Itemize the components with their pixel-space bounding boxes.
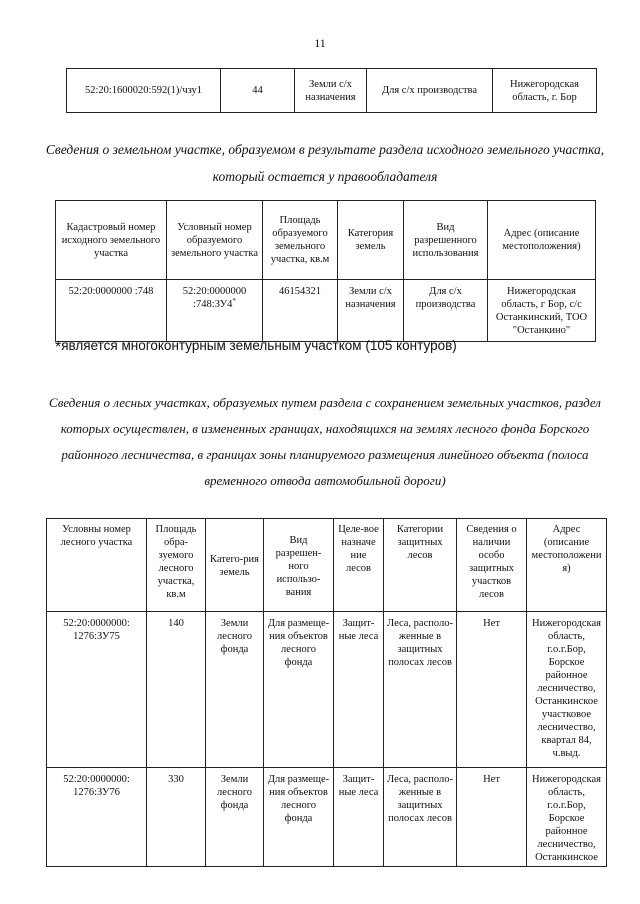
column-header: Кадастровый номер исходного земельного участка bbox=[56, 201, 167, 280]
forest-plot-address: Нижегородская область, г.о.г.Бор, Борское районное лесничество, Останкинское участковое лесничество, квартал 84, ч.выд. bbox=[527, 612, 607, 768]
table-cell: Нижегородская область, г. Бор bbox=[493, 69, 597, 113]
footnote bbox=[55, 338, 457, 357]
special-areas: Нет bbox=[457, 768, 527, 867]
table-row bbox=[56, 280, 596, 342]
forest-plot-number: 52:20:0000000: 1276:ЗУ76 bbox=[47, 768, 147, 867]
continued-table bbox=[66, 68, 597, 113]
column-header: Целе-вое назначе ние лесов bbox=[334, 519, 384, 612]
column-header: Условный номер образуемого земельного участка bbox=[167, 201, 263, 280]
column-header: Вид разрешен-ного использо-вания bbox=[264, 519, 334, 612]
forest-plot-area: 140 bbox=[147, 612, 206, 768]
permitted-use: Для размеще-ния объектов лесного фонда bbox=[264, 612, 334, 768]
page-number: 11 bbox=[314, 36, 326, 50]
forest-plots-table bbox=[46, 518, 607, 867]
forest-purpose: Защит-ные леса bbox=[334, 768, 384, 867]
plot-area: 46154321 bbox=[263, 280, 338, 342]
new-plot-number bbox=[167, 280, 263, 342]
section-heading-forest-plots: Сведения о лесных участках, образуемых путем раздела с сохранением земельных участков, раздел которых осуществлен, в измененных границах, находящихся на землях лесного фонда Борского районного лесничества, в границах зоны планируемого размещения линейного объекта (полоса временного отвода автомобильной дороги) bbox=[49, 395, 601, 488]
table-cell: Для с/х производства bbox=[367, 69, 493, 113]
protective-category: Леса, располо-женные в защитных полосах лесов bbox=[384, 612, 457, 768]
table-row bbox=[47, 612, 607, 768]
column-header: Площадь образуемого земельного участка, кв.м bbox=[263, 201, 338, 280]
column-header: Категория земель bbox=[338, 201, 404, 280]
footnote-star: * bbox=[55, 339, 62, 356]
table-header-row bbox=[47, 519, 607, 612]
permitted-use: Для с/х производства bbox=[404, 280, 488, 342]
column-header: Катего-рия земель bbox=[206, 519, 264, 612]
column-header: Адрес (описание местоположени я) bbox=[527, 519, 607, 612]
forest-plot-area: 330 bbox=[147, 768, 206, 867]
land-category: Земли лесного фонда bbox=[206, 612, 264, 768]
forest-plot-number: 52:20:0000000: 1276:ЗУ75 bbox=[47, 612, 147, 768]
column-header: Категории защитных лесов bbox=[384, 519, 457, 612]
column-header: Вид разрешенного использования bbox=[404, 201, 488, 280]
land-category: Земли с/х назначения bbox=[338, 280, 404, 342]
table-row bbox=[47, 768, 607, 867]
protective-category: Леса, располо-женные в защитных полосах лесов bbox=[384, 768, 457, 867]
remaining-plot-table bbox=[55, 200, 596, 342]
table-cell: Земли с/х назначения bbox=[295, 69, 367, 113]
source-cadastral-number: 52:20:0000000 :748 bbox=[56, 280, 167, 342]
plot-address: Нижегородская область, г Бор, с/с Останкинский, ТОО "Останкино" bbox=[488, 280, 596, 342]
forest-plot-address: Нижегородская область, г.о.г.Бор, Борское районное лесничество, Останкинское bbox=[527, 768, 607, 867]
column-header: Условны номер лесного участка bbox=[47, 519, 147, 612]
section-heading-remaining-plot: Сведения о земельном участке, образуемом в результате раздела исходного земельного участка, который остается у правообладателя bbox=[45, 142, 605, 184]
footnote-text: является многоконтурным земельным участком (105 контуров) bbox=[61, 338, 457, 353]
column-header: Площадь обра-зуемого лесного участка, кв.м bbox=[147, 519, 206, 612]
table-cell: 52:20:1600020:592(1)/чзу1 bbox=[67, 69, 221, 113]
permitted-use: Для размеще-ния объектов лесного фонда bbox=[264, 768, 334, 867]
column-header: Адрес (описание местоположения) bbox=[488, 201, 596, 280]
special-areas: Нет bbox=[457, 612, 527, 768]
new-plot-number-text: 52:20:0000000 :748:ЗУ4 bbox=[182, 286, 247, 310]
forest-purpose: Защит-ные леса bbox=[334, 612, 384, 768]
footnote-mark: * bbox=[232, 297, 236, 305]
column-header: Сведения о наличии особо защитных участков лесов bbox=[457, 519, 527, 612]
table-row bbox=[67, 69, 597, 113]
table-header-row bbox=[56, 201, 596, 280]
table-cell: 44 bbox=[221, 69, 295, 113]
land-category: Земли лесного фонда bbox=[206, 768, 264, 867]
